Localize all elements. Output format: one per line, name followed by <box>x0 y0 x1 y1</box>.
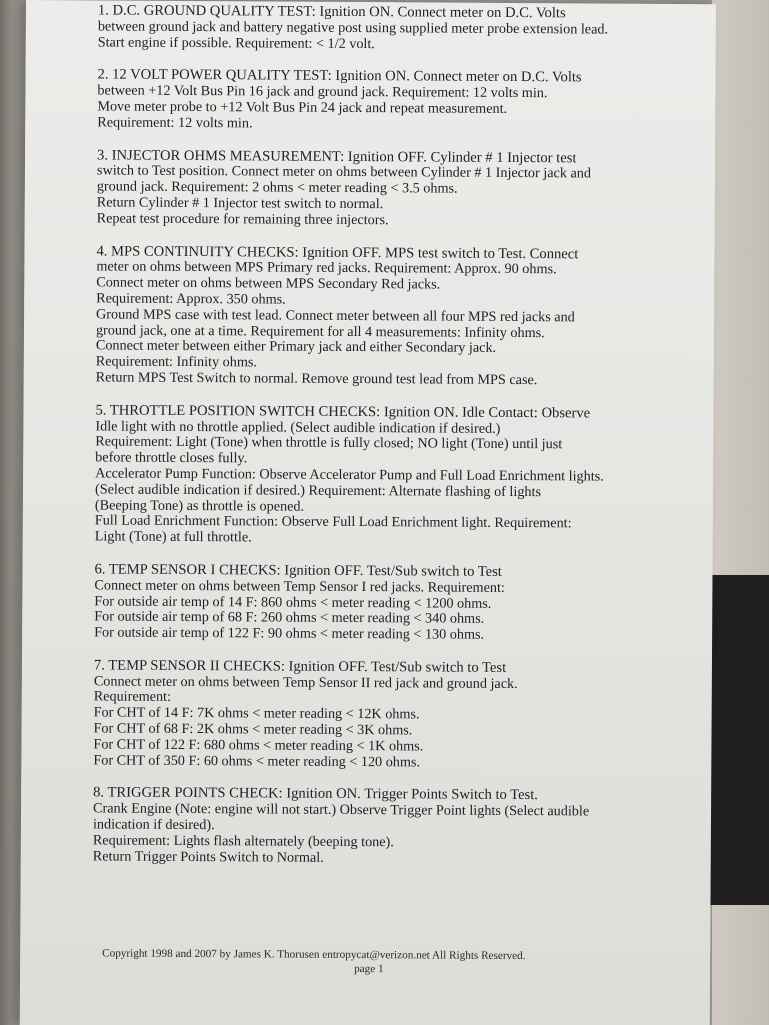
section-text-line: Requirement: <box>93 688 172 706</box>
section-text-line: Requirement: Lights flash alternately (beeping tone). <box>92 832 394 851</box>
section-text-line: Connect meter on ohms between MPS Secondary Red jacks. <box>96 274 441 293</box>
test-section-8 <box>93 786 653 868</box>
section-text-line: between +12 Volt Bus Pin 16 jack and ground jack. Requirement: 12 volts min. <box>97 82 548 102</box>
section-text-line: For outside air temp of 68 F: 260 ohms < meter reading < 340 ohms. <box>94 608 485 628</box>
test-section-7 <box>93 658 654 772</box>
section-text-line: Connect meter between either Primary jack and either Secondary jack. <box>95 337 497 357</box>
section-text-line: Return MPS Test Switch to normal. Remove ground test lead from MPS case. <box>95 369 538 389</box>
section-heading-line: 8. TRIGGER POINTS CHECK: Ignition ON. Trigger Points Switch to Test. <box>93 784 539 804</box>
test-instructions <box>93 3 658 885</box>
section-text-line: Requirement: Light (Tone) when throttle is fully closed; NO light (Tone) until just <box>95 433 563 453</box>
test-section-2 <box>97 68 657 135</box>
section-text-line: ground jack, one at a time. Requirement for all 4 measurements: Infinity ohms. <box>95 321 545 341</box>
section-text-line: Start engine if possible. Requirement: < 1/2 volt. <box>97 34 375 52</box>
section-heading-line: 3. INJECTOR OHMS MEASUREMENT: Ignition OFF. Cylinder # 1 Injector test <box>97 147 577 166</box>
section-text-line: For outside air temp of 14 F: 860 ohms < meter reading < 1200 ohms. <box>94 592 492 612</box>
section-text-line: switch to Test position. Connect meter on ohms between Cylinder # 1 Injector jack and <box>96 162 592 182</box>
section-heading-line: 2. 12 VOLT POWER QUALITY TEST: Ignition ON. Connect meter on D.C. Volts <box>97 66 582 86</box>
section-text-line: For CHT of 350 F: 60 ohms < meter reading < 120 ohms. <box>93 752 421 771</box>
section-heading-line: 4. MPS CONTINUITY CHECKS: Ignition OFF. MPS test switch to Test. Connect <box>96 242 579 262</box>
section-text-line: Crank Engine (Note: engine will not start.) Observe Trigger Point lights (Select audible <box>93 800 590 820</box>
section-text-line: Connect meter on ohms between Temp Sensor I red jacks. Requirement: <box>94 577 505 596</box>
section-text-line: Full Load Enrichment Function: Observe Full Load Enrichment light. Requirement: <box>94 512 572 532</box>
test-section-3 <box>97 148 657 230</box>
copyright-line: Copyright 1998 and 2007 by James K. Thorusen entropycat@verizon.net All Rights Reserved. <box>102 947 526 963</box>
section-text-line: before throttle closes fully. <box>95 449 248 467</box>
test-section-5 <box>95 403 656 549</box>
section-text-line: (Select audible indication if desired.) Requirement: Alternate flashing of lights <box>94 481 542 500</box>
section-heading-line: 6. TEMP SENSOR I CHECKS: Ignition OFF. Test/Sub switch to Test <box>94 561 502 580</box>
section-text-line: Return Trigger Points Switch to Normal. <box>92 848 324 866</box>
page-footer <box>102 946 582 977</box>
section-text-line: ground jack. Requirement: 2 ohms < meter reading < 3.5 ohms. <box>96 178 458 197</box>
section-heading-line: 5. THROTTLE POSITION SWITCH CHECKS: Ignition ON. Idle Contact: Observe <box>95 402 591 422</box>
test-section-6 <box>94 562 654 644</box>
section-text-line: Requirement: 12 volts min. <box>97 114 253 132</box>
section-text-line: meter on ohms between MPS Primary red jacks. Requirement: Approx. 90 ohms. <box>96 258 557 278</box>
document-page <box>20 0 716 1025</box>
section-text-line: Repeat test procedure for remaining three injectors. <box>96 210 389 228</box>
section-text-line: Requirement: Approx. 350 ohms. <box>96 290 286 308</box>
page-number: page 1 <box>354 963 384 976</box>
section-text-line: For outside air temp of 122 F: 90 ohms < meter reading < 130 ohms. <box>94 624 485 643</box>
section-heading-line: 7. TEMP SENSOR II CHECKS: Ignition OFF. Test/Sub switch to Test <box>93 657 507 676</box>
section-text-line: Move meter probe to +12 Volt Bus Pin 24 jack and repeat measurement. <box>97 98 508 117</box>
section-text-line: Light (Tone) at full throttle. <box>94 528 252 546</box>
section-text-line: Idle light with no throttle applied. (Select audible indication if desired.) <box>95 417 501 437</box>
section-text-line: For CHT of 68 F: 2K ohms < meter reading < 3K ohms. <box>93 720 413 739</box>
test-section-1 <box>98 3 658 54</box>
section-text-line: Return Cylinder # 1 Injector test switch to normal. <box>96 194 384 213</box>
section-text-line: (Beeping Tone) as throttle is opened. <box>94 496 305 515</box>
section-text-line: between ground jack and battery negative post using supplied meter probe extension lead. <box>97 18 609 38</box>
section-text-line: Accelerator Pump Function: Observe Accelerator Pump and Full Load Enrichment lights. <box>95 465 604 485</box>
section-text-line: Ground MPS case with test lead. Connect meter between all four MPS red jacks and <box>96 306 575 326</box>
section-text-line: Requirement: Infinity ohms. <box>95 353 258 371</box>
section-text-line: For CHT of 122 F: 680 ohms < meter reading < 1K ohms. <box>93 736 424 755</box>
section-text-line: Connect meter on ohms between Temp Sensor II red jack and ground jack. <box>93 673 518 692</box>
section-heading-line: 1. D.C. GROUND QUALITY TEST: Ignition ON. Connect meter on D.C. Volts <box>97 2 566 22</box>
section-text-line: For CHT of 14 F: 7K ohms < meter reading < 12K ohms. <box>93 704 420 723</box>
section-text-line: indication if desired). <box>92 816 215 834</box>
test-section-4 <box>96 244 657 390</box>
